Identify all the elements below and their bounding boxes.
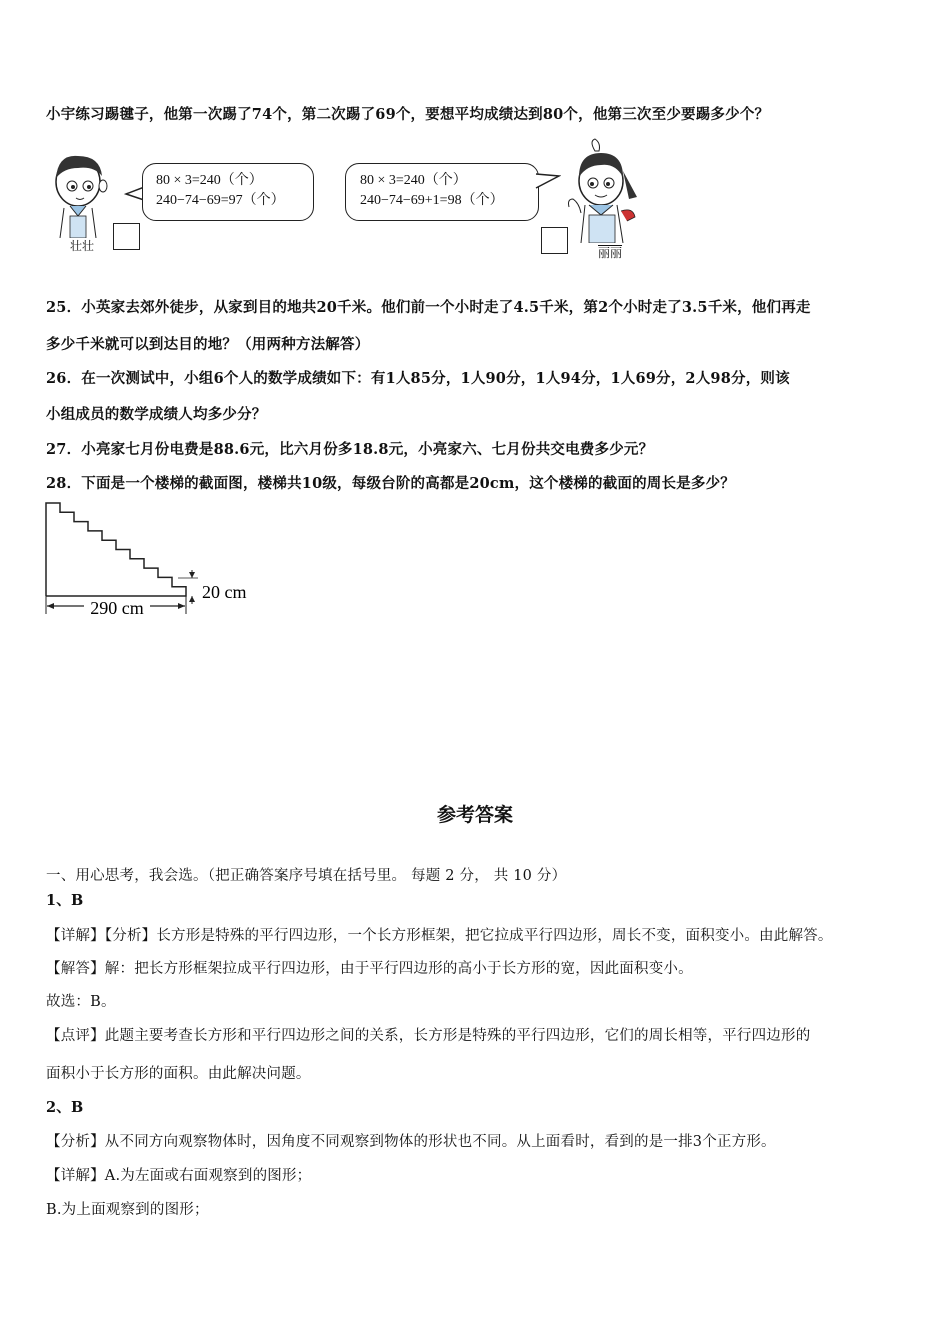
q28-line-1: 28．下面是一个楼梯的截面图，楼梯共10级，每级台阶的高都是20cm，这个楼梯的截面的周长是多少？: [46, 475, 736, 492]
answer-1-solution: 【解答】解：把长方形框架拉成平行四边形，由于平行四边形的高小于长方形的宽，因此面积变小。: [46, 961, 693, 977]
right-speech-bubble: [345, 163, 539, 221]
q24-text: 小宇练习踢毽子，他第一次踢了74个，第二次踢了69个，要想平均成绩达到80个，他第三次至少要踢多少个？: [46, 106, 770, 123]
left-answer-box[interactable]: [113, 223, 140, 250]
q27-line-1: 27．小亮家七月份电费是88.6元，比六月份多18.8元，小亮家六、七月份共交电费多少元？: [46, 441, 654, 458]
left-bubble-line-2: 240−74−69=97（个）: [156, 193, 285, 208]
answer-2-detail: 【详解】A.为左面或右面观察到的图形；: [46, 1168, 312, 1184]
right-answer-box[interactable]: [541, 227, 568, 254]
answers-section-heading: 一、用心思考，我会选。（把正确答案序号填在括号里。 每题 2 分， 共 10 分）: [46, 868, 567, 884]
staircase-outline: [46, 503, 186, 596]
answer-2-analysis: 【分析】从不同方向观察物体时，因角度不同观察到物体的形状也不同。从上面看时，看到的是一排3个正方形。: [46, 1134, 776, 1150]
right-character-name: 丽丽: [598, 246, 623, 260]
answer-2-option-b: B.为上面观察到的图形；: [46, 1202, 209, 1218]
left-character-name: 壮壮: [70, 239, 95, 253]
left-bubble-line-1: 80 × 3=240（个）: [156, 173, 263, 188]
height-label: 20 cm: [202, 582, 247, 602]
answer-1-detail: 【详解】【分析】长方形是特殊的平行四边形，一个长方形框架，把它拉成平行四边形，周长不变，面积变小。由此解答。: [46, 928, 833, 944]
answer-1-comment-1: 【点评】此题主要考查长方形和平行四边形之间的关系，长方形是特殊的平行四边形，它们的周长相等，平行四边形的: [46, 1028, 811, 1044]
staircase-diagram: [40, 500, 270, 625]
answer-1-comment-2: 面积小于长方形的面积。由此解决问题。: [46, 1066, 311, 1082]
right-bubble-line-1: 80 × 3=240（个）: [360, 173, 467, 188]
q25-line-1: 25．小英家去郊外徒步，从家到目的地共20千米。他们前一个小时走了4.5千米，第2个小时走了3.5千米，他们再走: [46, 299, 811, 316]
answer-2-head: 2、B: [46, 1099, 84, 1116]
right-bubble-line-2: 240−74−69+1=98（个）: [360, 193, 504, 208]
q26-line-1: 26．在一次测试中，小组6个人的数学成绩如下：有1人85分，1人90分，1人94分，1人69分，2人98分，则该: [46, 370, 790, 387]
answer-1-choice: 故选：B。: [46, 994, 116, 1010]
q25-line-2: 多少千米就可以到达目的地？（用两种方法解答）: [46, 336, 370, 353]
left-speech-bubble: [142, 163, 314, 221]
right-bubble-tail: [535, 172, 561, 192]
girl-illustration: [565, 137, 645, 243]
q26-line-2: 小组成员的数学成绩人均多少分？: [46, 406, 267, 423]
width-label: 290 cm: [90, 598, 144, 618]
answers-title: 参考答案: [436, 804, 513, 826]
answer-1-head: 1、B: [46, 892, 84, 909]
